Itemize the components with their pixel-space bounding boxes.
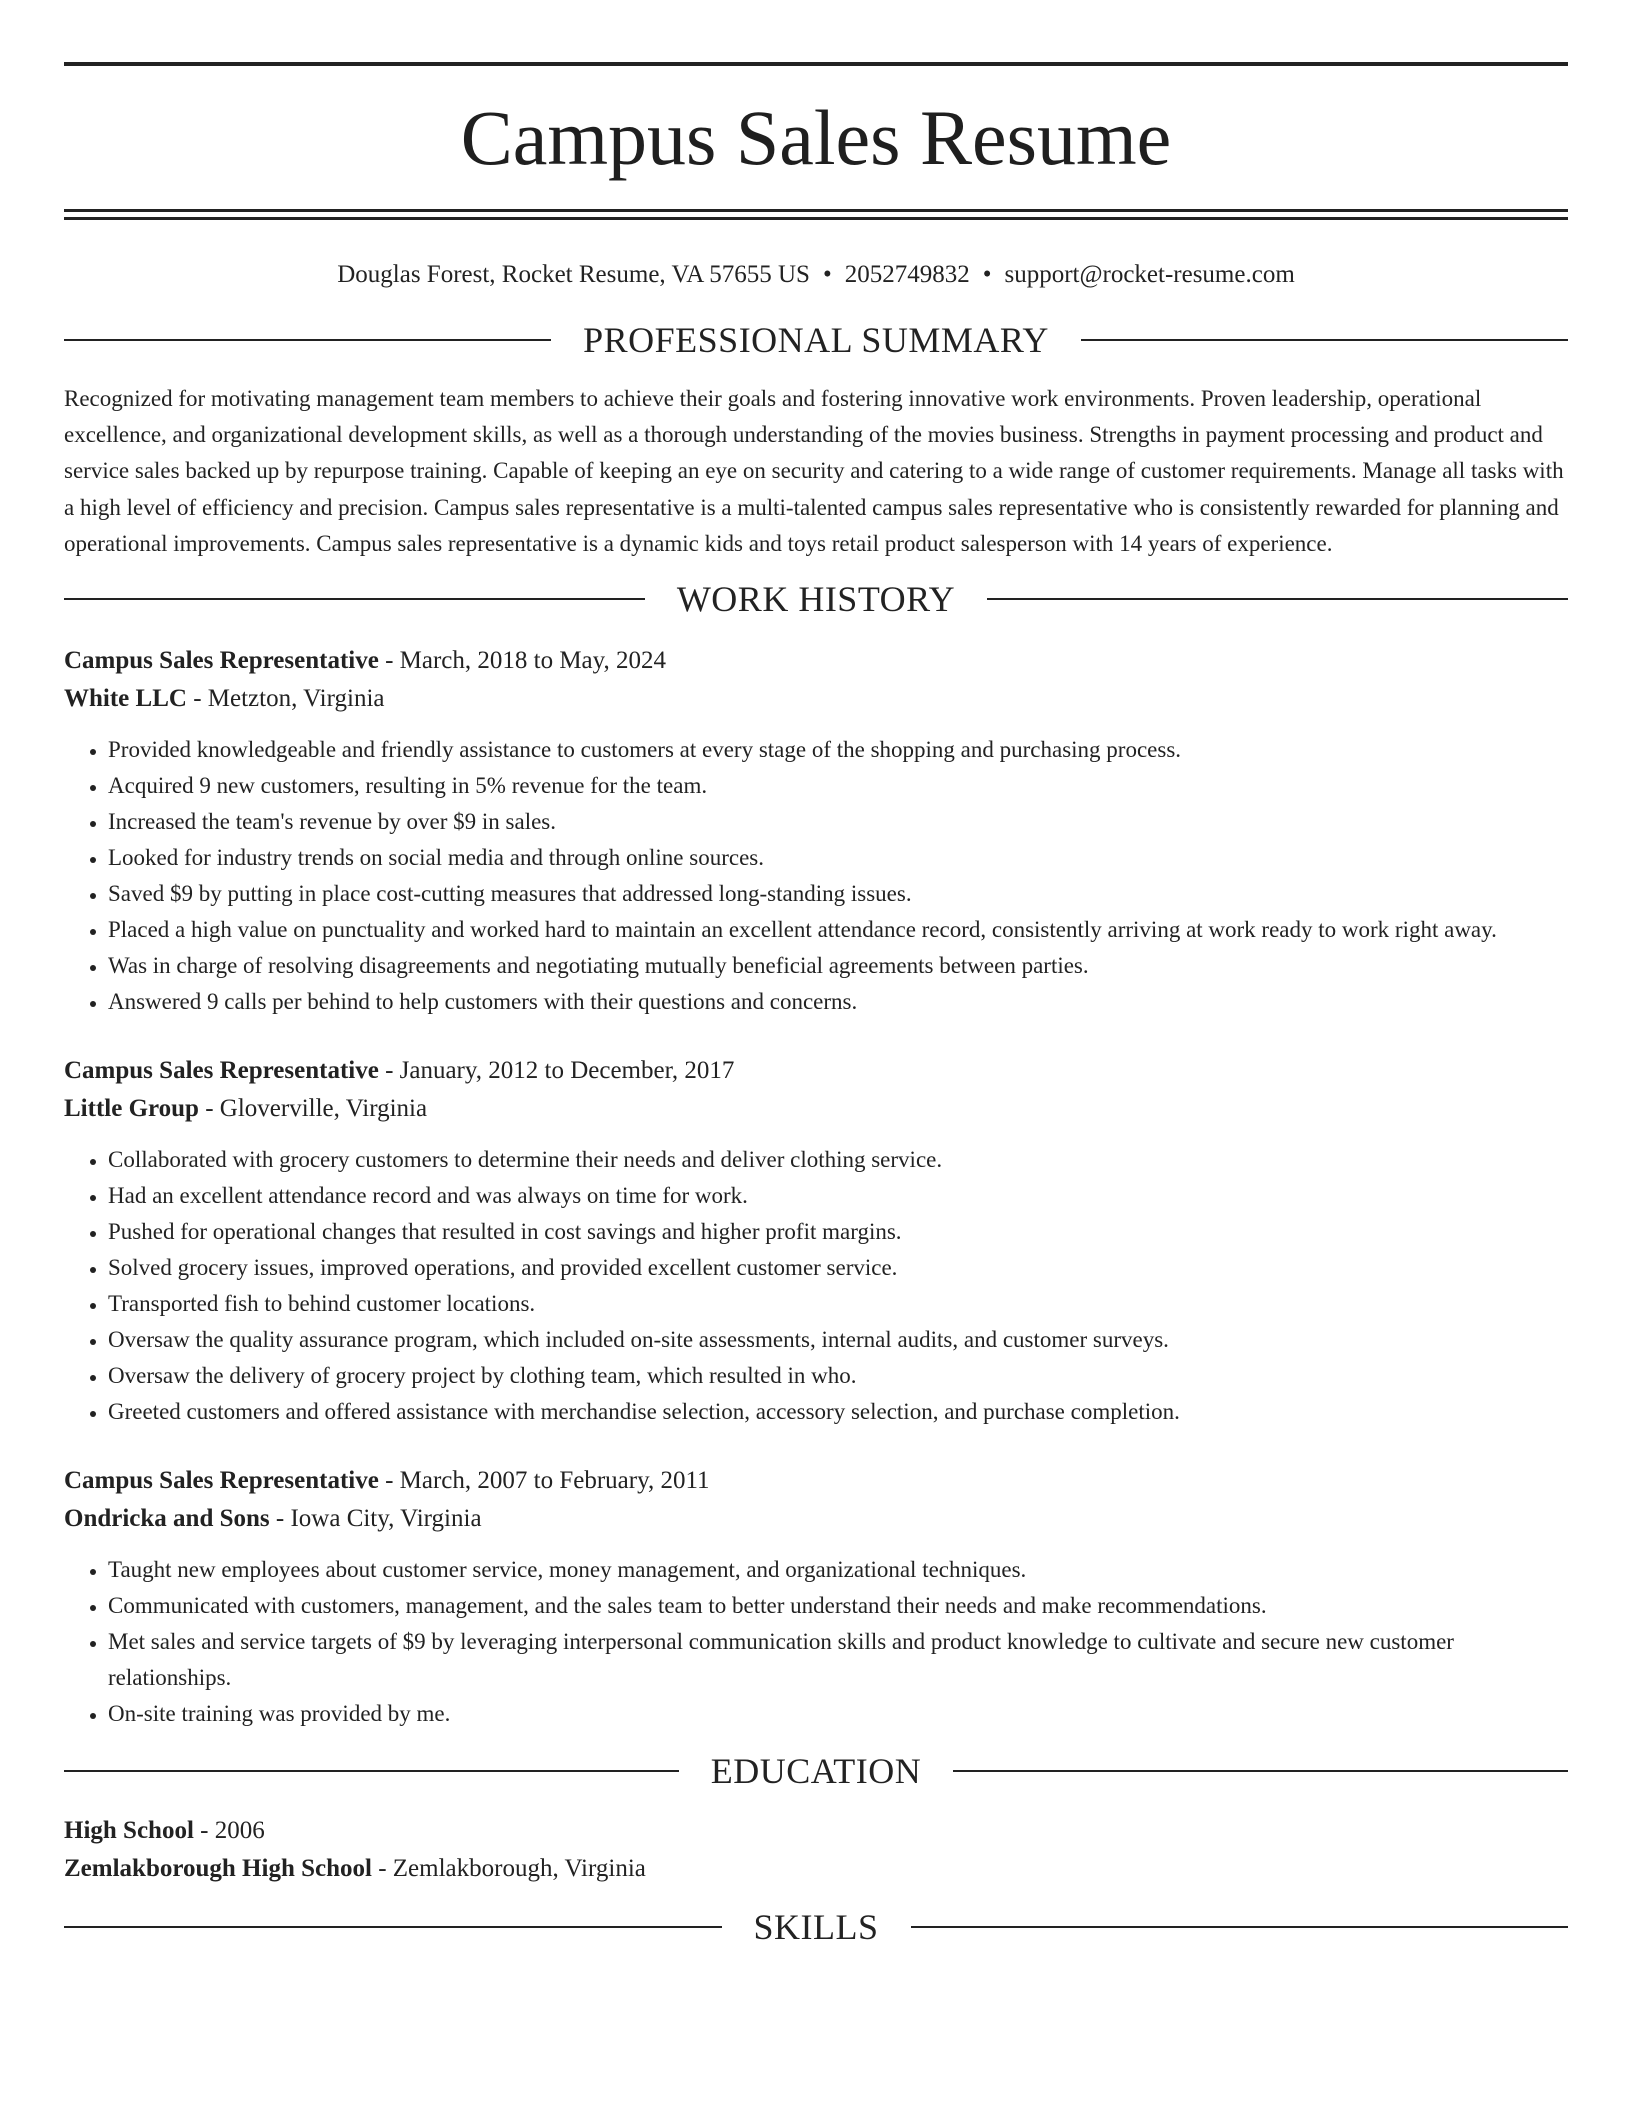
- divider-line: [64, 339, 551, 341]
- section-header-summary: [64, 319, 1568, 361]
- job-bullet: • Was in charge of resolving disagreements and negotiating mutually beneficial agreements between parties.: [108, 948, 1568, 984]
- education-school-line: [64, 1850, 1568, 1888]
- job-bullet: • Collaborated with grocery customers to determine their needs and deliver clothing service.: [108, 1142, 1568, 1178]
- job-company: Ondricka and Sons: [64, 1505, 270, 1533]
- job-bullet: • Met sales and service targets of $9 by leveraging interpersonal communication skills and product knowledge to cultivate and secure new customer relationships.: [108, 1624, 1568, 1696]
- education-location: - Zemlakborough, Virginia: [371, 1855, 646, 1883]
- job-bullet: • Taught new employees about customer service, money management, and organizational techniques.: [108, 1552, 1568, 1588]
- contact-address: Douglas Forest, Rocket Resume, VA 57655 US: [337, 261, 810, 288]
- job-bullets: [64, 1142, 1568, 1430]
- job-bullet: • Solved grocery issues, improved operations, and provided excellent customer service.: [108, 1250, 1568, 1286]
- divider-line: [1081, 339, 1568, 341]
- job-title-line: [64, 1462, 1568, 1500]
- education-entry: [64, 1812, 1568, 1888]
- job-bullet: • Oversaw the delivery of grocery project by clothing team, which resulted in who.: [108, 1358, 1568, 1394]
- job-company: White LLC: [64, 685, 187, 713]
- job-dates: - January, 2012 to December, 2017: [378, 1057, 735, 1085]
- job-bullet: • Pushed for operational changes that resulted in cost savings and higher profit margins.: [108, 1214, 1568, 1250]
- job-title: Campus Sales Representative: [64, 647, 379, 675]
- contact-line: [64, 255, 1568, 295]
- job-title-line: [64, 642, 1568, 680]
- job-entry: [64, 642, 1568, 1020]
- contact-separator: •: [982, 261, 992, 288]
- contact-separator: •: [822, 261, 832, 288]
- job-title: Campus Sales Representative: [64, 1467, 379, 1495]
- job-location: - Iowa City, Virginia: [269, 1505, 482, 1533]
- education-degree-line: [64, 1812, 1568, 1850]
- job-bullet: • Communicated with customers, management, and the sales team to better understand their needs and make recommendations.: [108, 1588, 1568, 1624]
- job-company-line: [64, 1090, 1568, 1128]
- resume-page: [64, 62, 1568, 1948]
- job-dates: - March, 2018 to May, 2024: [378, 647, 667, 675]
- job-dates: - March, 2007 to February, 2011: [378, 1467, 710, 1495]
- section-title-education: EDUCATION: [710, 1751, 922, 1792]
- divider-line: [953, 1770, 1568, 1772]
- job-bullet: • Transported fish to behind customer locations.: [108, 1286, 1568, 1322]
- job-location: - Metzton, Virginia: [186, 685, 385, 713]
- job-location: - Gloverville, Virginia: [198, 1095, 428, 1123]
- job-bullets: [64, 732, 1568, 1020]
- title-double-rule: [64, 209, 1568, 220]
- job-company: Little Group: [64, 1095, 199, 1123]
- education-school: Zemlakborough High School: [64, 1855, 372, 1883]
- job-bullet: • Had an excellent attendance record and was always on time for work.: [108, 1178, 1568, 1214]
- divider-line: [911, 1926, 1569, 1928]
- section-header-skills: [64, 1906, 1568, 1948]
- job-company-line: [64, 680, 1568, 718]
- job-bullet: • Looked for industry trends on social media and through online sources.: [108, 840, 1568, 876]
- contact-email[interactable]: support@rocket-resume.com: [1004, 261, 1295, 288]
- education-year: - 2006: [193, 1817, 265, 1845]
- job-bullet: • Answered 9 calls per behind to help customers with their questions and concerns.: [108, 984, 1568, 1020]
- job-bullet: • Increased the team's revenue by over $9 in sales.: [108, 804, 1568, 840]
- section-header-education: [64, 1750, 1568, 1792]
- resume-title: Campus Sales Resume: [460, 94, 1172, 181]
- job-bullet: • On-site training was provided by me.: [108, 1696, 1568, 1732]
- job-entry: [64, 1462, 1568, 1732]
- section-header-work: [64, 578, 1568, 620]
- contact-phone: 2052749832: [844, 261, 970, 288]
- job-title-line: [64, 1052, 1568, 1090]
- divider-line: [64, 1770, 679, 1772]
- job-company-line: [64, 1500, 1568, 1538]
- divider-line: [987, 598, 1568, 600]
- job-bullet: • Acquired 9 new customers, resulting in 5% revenue for the team.: [108, 768, 1568, 804]
- job-bullet: • Saved $9 by putting in place cost-cutting measures that addressed long-standing issues.: [108, 876, 1568, 912]
- job-bullets: [64, 1552, 1568, 1732]
- job-bullet: • Greeted customers and offered assistance with merchandise selection, accessory selection, and purchase completion.: [108, 1394, 1568, 1430]
- section-title-work: WORK HISTORY: [676, 579, 956, 620]
- job-bullet: • Placed a high value on punctuality and worked hard to maintain an excellent attendance record, consistently arriving at work ready to work right away.: [108, 912, 1568, 948]
- section-title-skills: SKILLS: [753, 1907, 879, 1948]
- divider-line: [64, 1926, 722, 1928]
- job-entry: [64, 1052, 1568, 1430]
- job-bullet: • Provided knowledgeable and friendly assistance to customers at every stage of the shopping and purchasing process.: [108, 732, 1568, 768]
- section-title-summary: PROFESSIONAL SUMMARY: [583, 320, 1049, 360]
- job-bullet: • Oversaw the quality assurance program, which included on-site assessments, internal audits, and customer surveys.: [108, 1322, 1568, 1358]
- summary-text: Recognized for motivating management team members to achieve their goals and fostering innovative work environments. Proven leadership, operational excellence, and organizational development skills, as well as a thorough understanding of the movies business. Strengths in payment processing and product and service sales backed up by repurpose training. Capable of keeping an eye on security and catering to a wide range of customer requirements. Manage all tasks with a high level of efficiency and precision. Campus sales representative is a multi-talented campus sales representative who is consistently rewarded for planning and operational improvements. Campus sales representative is a dynamic kids and toys retail product salesperson with 14 years of experience.: [64, 386, 1564, 556]
- job-title: Campus Sales Representative: [64, 1057, 379, 1085]
- divider-line: [64, 598, 645, 600]
- education-degree: High School: [64, 1817, 194, 1845]
